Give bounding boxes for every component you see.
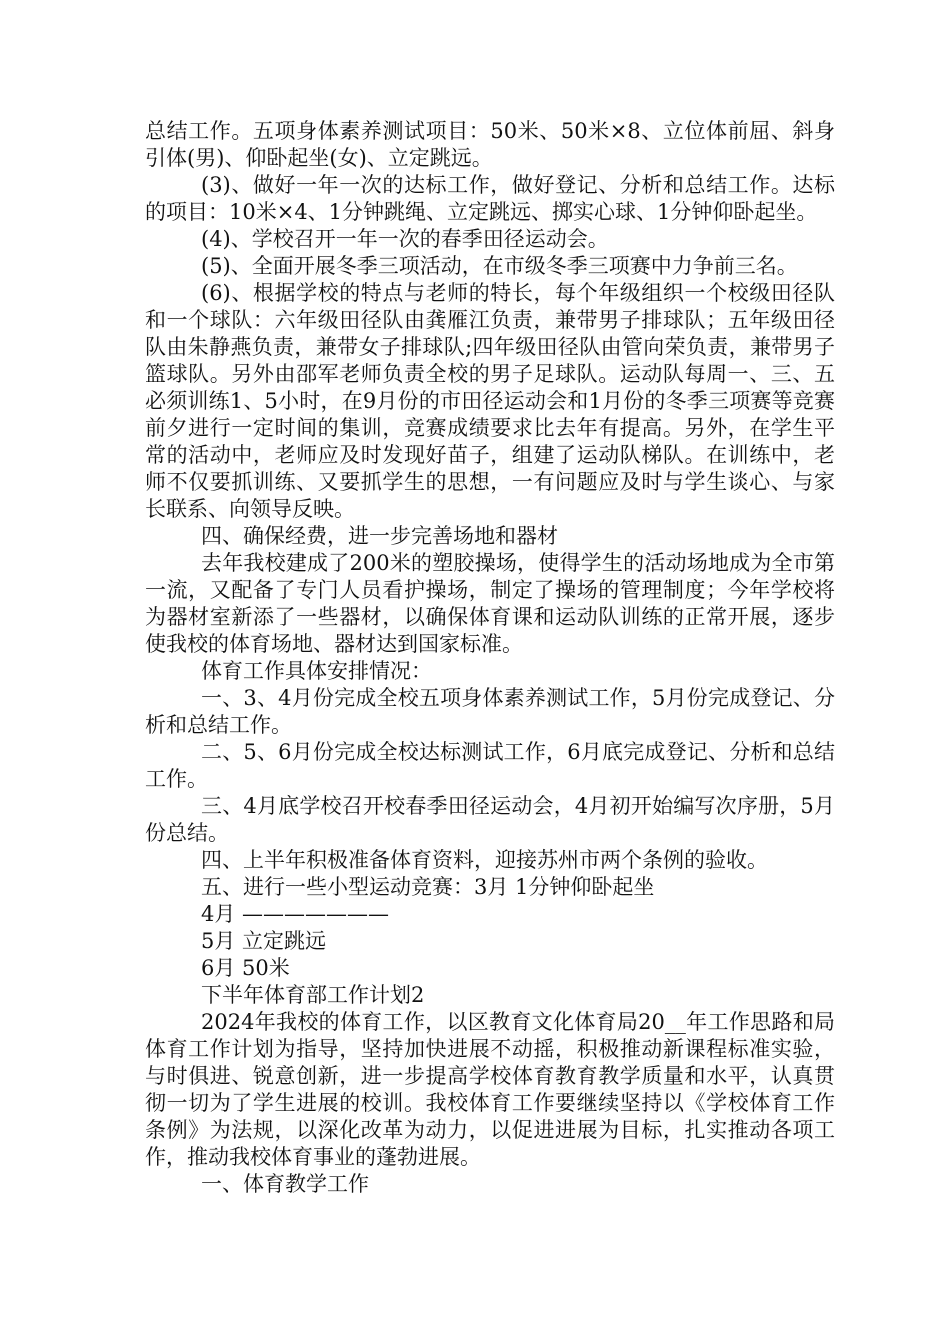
document-page [145,118,835,1198]
schedule-june: 6月 50米 [201,956,290,980]
paragraph-item-4: (4)、学校召开一年一次的春季田径运动会。 [201,227,609,251]
section-heading-funding: 四、确保经费，进一步完善场地和器材 [201,524,558,548]
section-heading-teaching: 一、体育教学工作 [201,1172,369,1196]
schedule-item-5: 五、进行一些小型运动竞赛：3月 1分钟仰卧起坐 [201,875,655,899]
schedule-item-3: 三、4月底学校召开校春季田径运动会，4月初开始编写次序册，5月份总结。 [145,794,835,845]
paragraph-item-6: (6)、根据学校的特点与老师的特长，每个年级组织一个校级田径队和一个球队：六年级田径队由龚雁江负责，兼带男子排球队；五年级田径队由朱静燕负责，兼带女子排球队;四年级田径队由管向荣负责，兼带男子篮球队。另外由邵军老师负责全校的男子足球队。运动队每周一、三、五必须训练1、5小时，在9月份的市田径运动会和1月份的冬季三项赛等竞赛前夕进行一定时间的集训，竞赛成绩要求比去年有提高。另外，在学生平常的活动中，老师应及时发现好苗子，组建了运动队梯队。在训练中，老师不仅要抓训练、又要抓学生的思想，一有问题应及时与学生谈心、与家长联系、向领导反映。 [145,281,835,521]
schedule-item-1: 一、3、4月份完成全校五项身体素养测试工作，5月份完成登记、分析和总结工作。 [145,686,835,737]
schedule-item-2: 二、5、6月份完成全校达标测试工作，6月底完成登记、分析和总结工作。 [145,740,835,791]
paragraph-item-3: (3)、做好一年一次的达标工作，做好登记、分析和总结工作。达标的项目：10米×4、1分钟跳绳、立定跳远、掷实心球、1分钟仰卧起坐。 [145,173,835,224]
paragraph-schedule-intro: 体育工作具体安排情况： [201,659,432,683]
plan-2-title: 下半年体育部工作计划2 [201,983,425,1007]
paragraph-item-5: (5)、全面开展冬季三项活动，在市级冬季三项赛中力争前三名。 [201,254,798,278]
schedule-may: 5月 立定跳远 [201,929,327,953]
paragraph-plan-2-intro: 2024年我校的体育工作，以区教育文化体育局20__年工作思路和局体育工作计划为指导，坚持加快进展不动摇，积极推动新课程标准实验，与时俱进、锐意创新，进一步提高学校体育教育教学质量和水平，认真贯彻一切为了学生进展的校训。我校体育工作要继续坚持以《学校体育工作条例》为法规，以深化改革为动力，以促进进展为目标，扎实推动各项工作，推动我校体育事业的蓬勃进展。 [145,1010,835,1169]
schedule-item-4: 四、上半年积极准备体育资料，迎接苏州市两个条例的验收。 [201,848,768,872]
schedule-april: 4月 ——————— [201,902,390,926]
paragraph-summary-items: 总结工作。五项身体素养测试项目：50米、50米×8、立位体前屈、斜身引体(男)、仰卧起坐(女)、立定跳远。 [145,119,835,170]
paragraph-facilities: 去年我校建成了200米的塑胶操场，使得学生的活动场地成为全市第一流，又配备了专门人员看护操场，制定了操场的管理制度；今年学校将为器材室新添了一些器材，以确保体育课和运动队训练的正常开展，逐步使我校的体育场地、器材达到国家标准。 [145,551,835,656]
